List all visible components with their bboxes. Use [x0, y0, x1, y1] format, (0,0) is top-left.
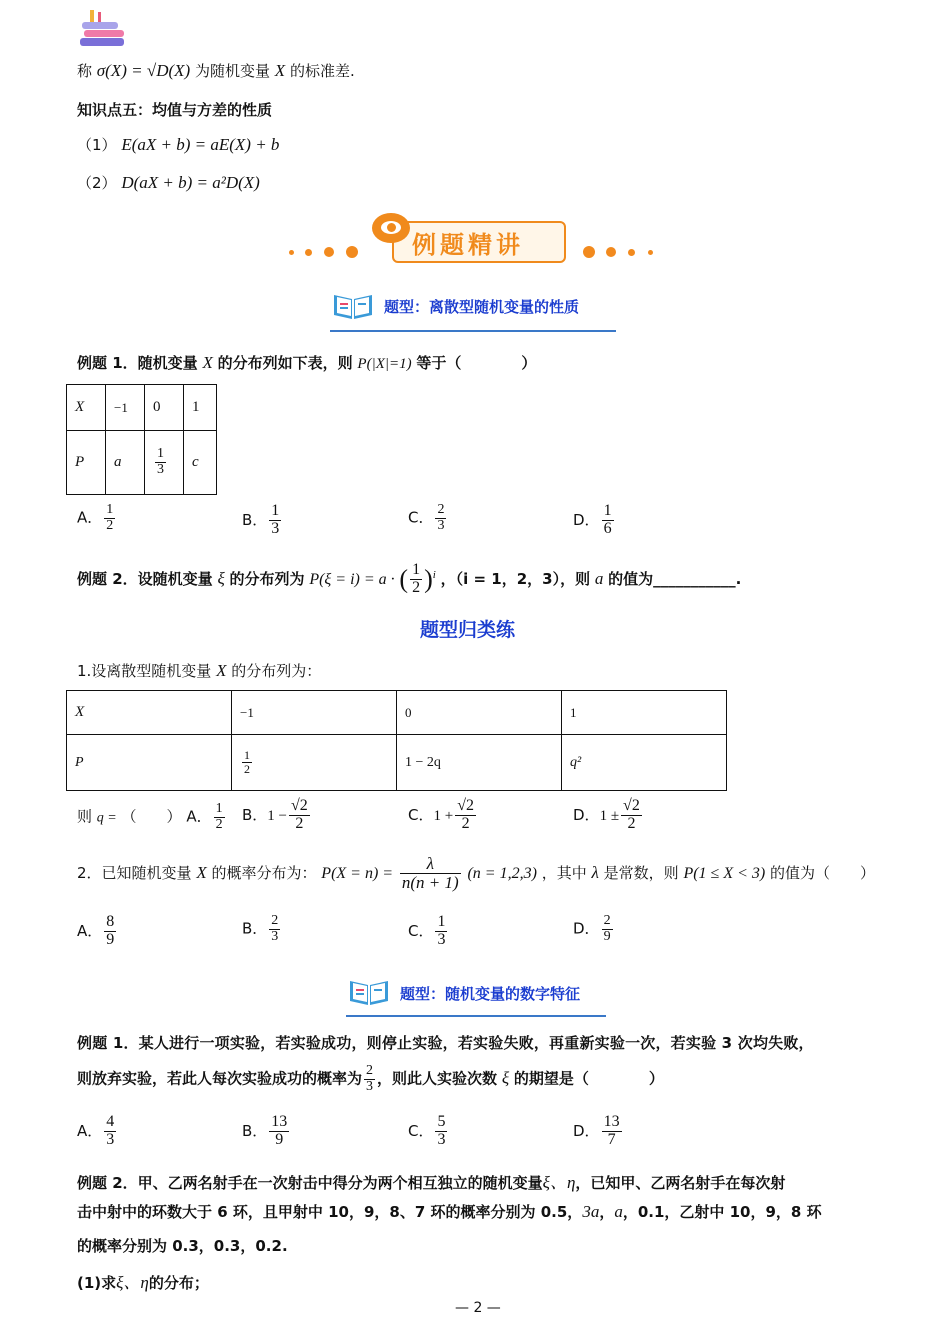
table-cell: 1: [562, 691, 727, 735]
s1-ex2-exp: i: [432, 568, 436, 581]
s1-ex1-option-d: D． $\frac{1}{6}$: [573, 502, 612, 537]
option-fraction: $\frac{13}{9}$: [271, 1113, 288, 1148]
s1-ex2-question: 例题 2．设随机变量 ξ 的分布列为 P(ξ = i) = a · ( $\frac{1}{2}$ )$^i$ ，（i = 1，2，3），则 a 的值为___________.: [77, 561, 742, 596]
table-cell: X: [67, 385, 106, 431]
s2-ex1-option-d: D． $\frac{13}{7}$: [573, 1113, 620, 1148]
table-cell: a: [106, 431, 145, 495]
option-fraction: $\frac{2}{9}$: [603, 913, 611, 944]
s1-ex1-var: X: [202, 353, 213, 372]
s2-ex1-line2-c: 的期望是（ ）: [513, 1069, 664, 1088]
s2-ex1-option-c: C． $\frac{5}{3}$: [408, 1113, 446, 1148]
knowledge5-title: 知识点五：均值与方差的性质: [77, 101, 273, 119]
s2-ex1-line1: 例题 1．某人进行一项实验，若实验成功，则停止实验，若实验失败，再重新实验一次，若实验 3 次均失败，: [77, 1034, 814, 1052]
table-fraction: $\frac{1}{2}$: [244, 748, 250, 776]
property-1-formula: E(aX + b) = aE(X) + b: [121, 135, 280, 154]
s2-ex2-q1-a: (1)求: [77, 1274, 117, 1292]
p-q2-option-c: C． $\frac{1}{3}$: [408, 913, 446, 948]
table-cell: c: [184, 431, 217, 495]
s2-ex1-var: ξ: [501, 1068, 510, 1088]
table-cell: 1 − 2q: [397, 735, 562, 791]
p-q2-fraction: $\frac{\lambda}{n(n + 1)}$: [401, 854, 459, 892]
table-cell: 0: [145, 385, 184, 431]
practice-title: 题型归类练: [420, 619, 516, 641]
intro-end: 的标准差.: [289, 62, 355, 80]
std-definition: [77, 60, 355, 81]
banner-example: [372, 213, 567, 261]
section1-title: 题型：离散型随机变量的性质: [384, 298, 580, 316]
table-cell: P: [67, 431, 106, 495]
p-q2-option-d: D． $\frac{2}{9}$: [573, 913, 611, 944]
intro-suffix: 为随机变量: [194, 62, 270, 80]
s2-ex2-v3a: 3a: [582, 1202, 600, 1221]
banner-dot: [648, 250, 653, 255]
s1-ex2-var: ξ: [217, 568, 225, 588]
banner-dot: [583, 246, 595, 258]
option-fraction: $\frac{√2}{2}$: [457, 797, 474, 832]
option-fraction: $\frac{1}{2}$: [106, 502, 114, 533]
p-q1-question: [77, 660, 321, 681]
property-1: [77, 134, 279, 155]
option-fraction: $\frac{1}{3}$: [271, 502, 280, 537]
p-q2-text: 2．已知随机变量: [77, 863, 192, 882]
s2-ex1-line2-a: 则放弃实验，若此人每次实验成功的概率为: [77, 1069, 363, 1088]
property-2: [77, 172, 260, 193]
s2-ex1-option-a: A． $\frac{4}{3}$: [77, 1113, 115, 1148]
s1-ex1-end: 等于（ ）: [416, 354, 537, 372]
s2-ex2-sep: ，: [599, 1203, 615, 1221]
s2-ex1-option-b: B． $\frac{13}{9}$: [242, 1113, 288, 1148]
s2-ex2-line2: [77, 1201, 822, 1222]
std-formula: σ(X) = √D(X): [96, 61, 191, 80]
page-number: — 2 —: [455, 1300, 501, 1316]
p-q2-var: X: [196, 862, 207, 882]
p-q2-mid3: 是常数，则: [603, 863, 679, 882]
option-fraction: $\frac{√2}{2}$: [291, 797, 308, 832]
p-q1-text: 1.设离散型随机变量: [77, 662, 212, 680]
s2-ex2-line2-a: 击中射中的环数大于 6 环，且甲射中 10，9，8、7 环的概率分别为 0.5，: [77, 1203, 583, 1221]
option-fraction: $\frac{1}{6}$: [603, 502, 612, 537]
banner-dot: [289, 250, 294, 255]
s1-ex1-table: [66, 384, 217, 495]
book-icon: [330, 287, 376, 323]
p-q1-option-b: B．1 − $\frac{√2}{2}$: [242, 797, 308, 832]
table-cell: −1: [106, 385, 145, 431]
section1-underline: [330, 330, 616, 332]
p-q1-option-a-label: A．: [186, 807, 212, 826]
banner-dot: [628, 249, 635, 256]
s1-ex1-mid: 的分布列如下表，则: [217, 354, 353, 372]
s2-ex2-line3: 的概率分别为 0.3，0.3，0.2.: [77, 1237, 288, 1255]
p-q2-option-b: B． $\frac{2}{3}$: [242, 913, 279, 944]
book-icon: [346, 973, 392, 1009]
p-q1-var: X: [216, 661, 227, 680]
s2-ex2-q1-vars: ξ、η: [116, 1273, 149, 1292]
s1-ex2-end: 的值为___________.: [608, 569, 742, 588]
p-q2-question: [77, 855, 875, 892]
s2-ex2-line1-b: ，已知甲、乙两名射手在每次射: [575, 1174, 786, 1192]
option-fraction: $\frac{1}{2}$: [215, 801, 223, 832]
s2-ex1-line2: [77, 1064, 664, 1094]
section2-underline: [346, 1015, 606, 1017]
s1-ex1-option-c: C． $\frac{2}{3}$: [408, 502, 445, 533]
p-q2-lambda: λ: [591, 862, 599, 882]
s1-ex1-label: 例题 1．随机变量: [77, 354, 198, 372]
table-cell: [232, 735, 397, 791]
intro-prefix: 称: [77, 62, 93, 80]
p-q1-prefix: 则: [77, 807, 93, 826]
p-q1-option-d: D．1 ± $\frac{√2}{2}$: [573, 797, 640, 832]
table-cell: 0: [397, 691, 562, 735]
s2-ex2-q1-b: 的分布；: [148, 1274, 209, 1292]
intro-var: X: [274, 61, 286, 80]
option-fraction: $\frac{1}{3}$: [437, 913, 446, 948]
p-q2-cond: (n = 1,2,3): [467, 864, 537, 882]
option-fraction: $\frac{√2}{2}$: [623, 797, 640, 832]
s2-ex2-line1: [77, 1168, 785, 1193]
s1-ex2-var2: a: [594, 568, 604, 588]
option-fraction: $\frac{13}{7}$: [603, 1113, 620, 1148]
s1-ex2-formula: P(ξ = i) = a ·: [309, 570, 395, 588]
banner-dot: [305, 249, 312, 256]
s1-ex2-fraction: $\frac{1}{2}$: [412, 561, 421, 596]
s1-ex2-mid: 的分布列为: [229, 569, 305, 588]
table-cell: 1: [184, 385, 217, 431]
property-2-no: （2）: [77, 174, 117, 192]
s2-ex1-line2-b: ，则此人实验次数: [377, 1069, 498, 1088]
section2-title: 题型：随机变量的数字特征: [400, 985, 581, 1003]
p-q1-var-q: q =: [96, 810, 117, 826]
p-q2-end: 的值为（ ）: [770, 863, 876, 882]
s2-ex1-fraction: $\frac{2}{3}$: [366, 1063, 374, 1094]
table-cell: q²: [562, 735, 727, 791]
table-cell: X: [67, 691, 232, 735]
s2-ex2-line1-a: 例题 2．甲、乙两名射手在一次射击中得分为两个相互独立的随机变量: [77, 1174, 543, 1192]
option-fraction: $\frac{2}{3}$: [271, 913, 279, 944]
s2-ex2-vars: ξ、η: [542, 1173, 576, 1192]
eye-icon: [372, 213, 410, 243]
property-2-formula: D(aX + b) = a²D(X): [121, 173, 260, 192]
option-fraction: $\frac{8}{9}$: [106, 913, 115, 948]
banner-dot: [606, 247, 616, 257]
s2-ex2-line2-b: ，0.1，乙射中 10，9，8 环: [622, 1203, 822, 1221]
s1-ex2-label: 例题 2．设随机变量: [77, 569, 213, 588]
books-icon: [78, 8, 128, 50]
table-cell: −1: [232, 691, 397, 735]
table-cell: [145, 431, 184, 495]
p-q2-mid2: ，其中: [541, 863, 587, 882]
table-fraction: $\frac{1}{3}$: [157, 446, 164, 477]
s2-ex2-q1: [77, 1268, 209, 1293]
s1-ex1-formula: P(|X|=1): [357, 356, 412, 372]
option-fraction: $\frac{4}{3}$: [106, 1113, 115, 1148]
s1-ex1-option-b: B． $\frac{1}{3}$: [242, 502, 280, 537]
s2-ex2-va: a: [614, 1202, 623, 1221]
p-q1-option-c: C．1 + $\frac{√2}{2}$: [408, 797, 474, 832]
p-q2-formula2: P(1 ≤ X < 3): [683, 864, 766, 882]
banner-dot: [346, 246, 358, 258]
p-q1-table: [66, 690, 727, 791]
p-q1-answer-line: [77, 802, 227, 832]
p-q1-paren: （ ）: [121, 807, 182, 826]
banner-dot: [324, 247, 334, 257]
s1-ex2-cond: ，（i = 1，2，3），则: [440, 569, 591, 588]
option-fraction: $\frac{2}{3}$: [437, 502, 445, 533]
option-fraction: $\frac{5}{3}$: [437, 1113, 446, 1148]
p-q1-end: 的分布列为：: [231, 662, 322, 680]
p-q2-option-a: A． $\frac{8}{9}$: [77, 913, 115, 948]
table-cell: P: [67, 735, 232, 791]
s1-ex1-option-a: A． $\frac{1}{2}$: [77, 502, 114, 533]
p-q2-mid: 的概率分布为：: [211, 863, 317, 882]
banner-text: 例题精讲: [412, 231, 524, 259]
p-q2-formula: P(X = n) =: [321, 864, 394, 882]
s1-ex1-question: [77, 352, 536, 373]
property-1-no: （1）: [77, 136, 117, 154]
